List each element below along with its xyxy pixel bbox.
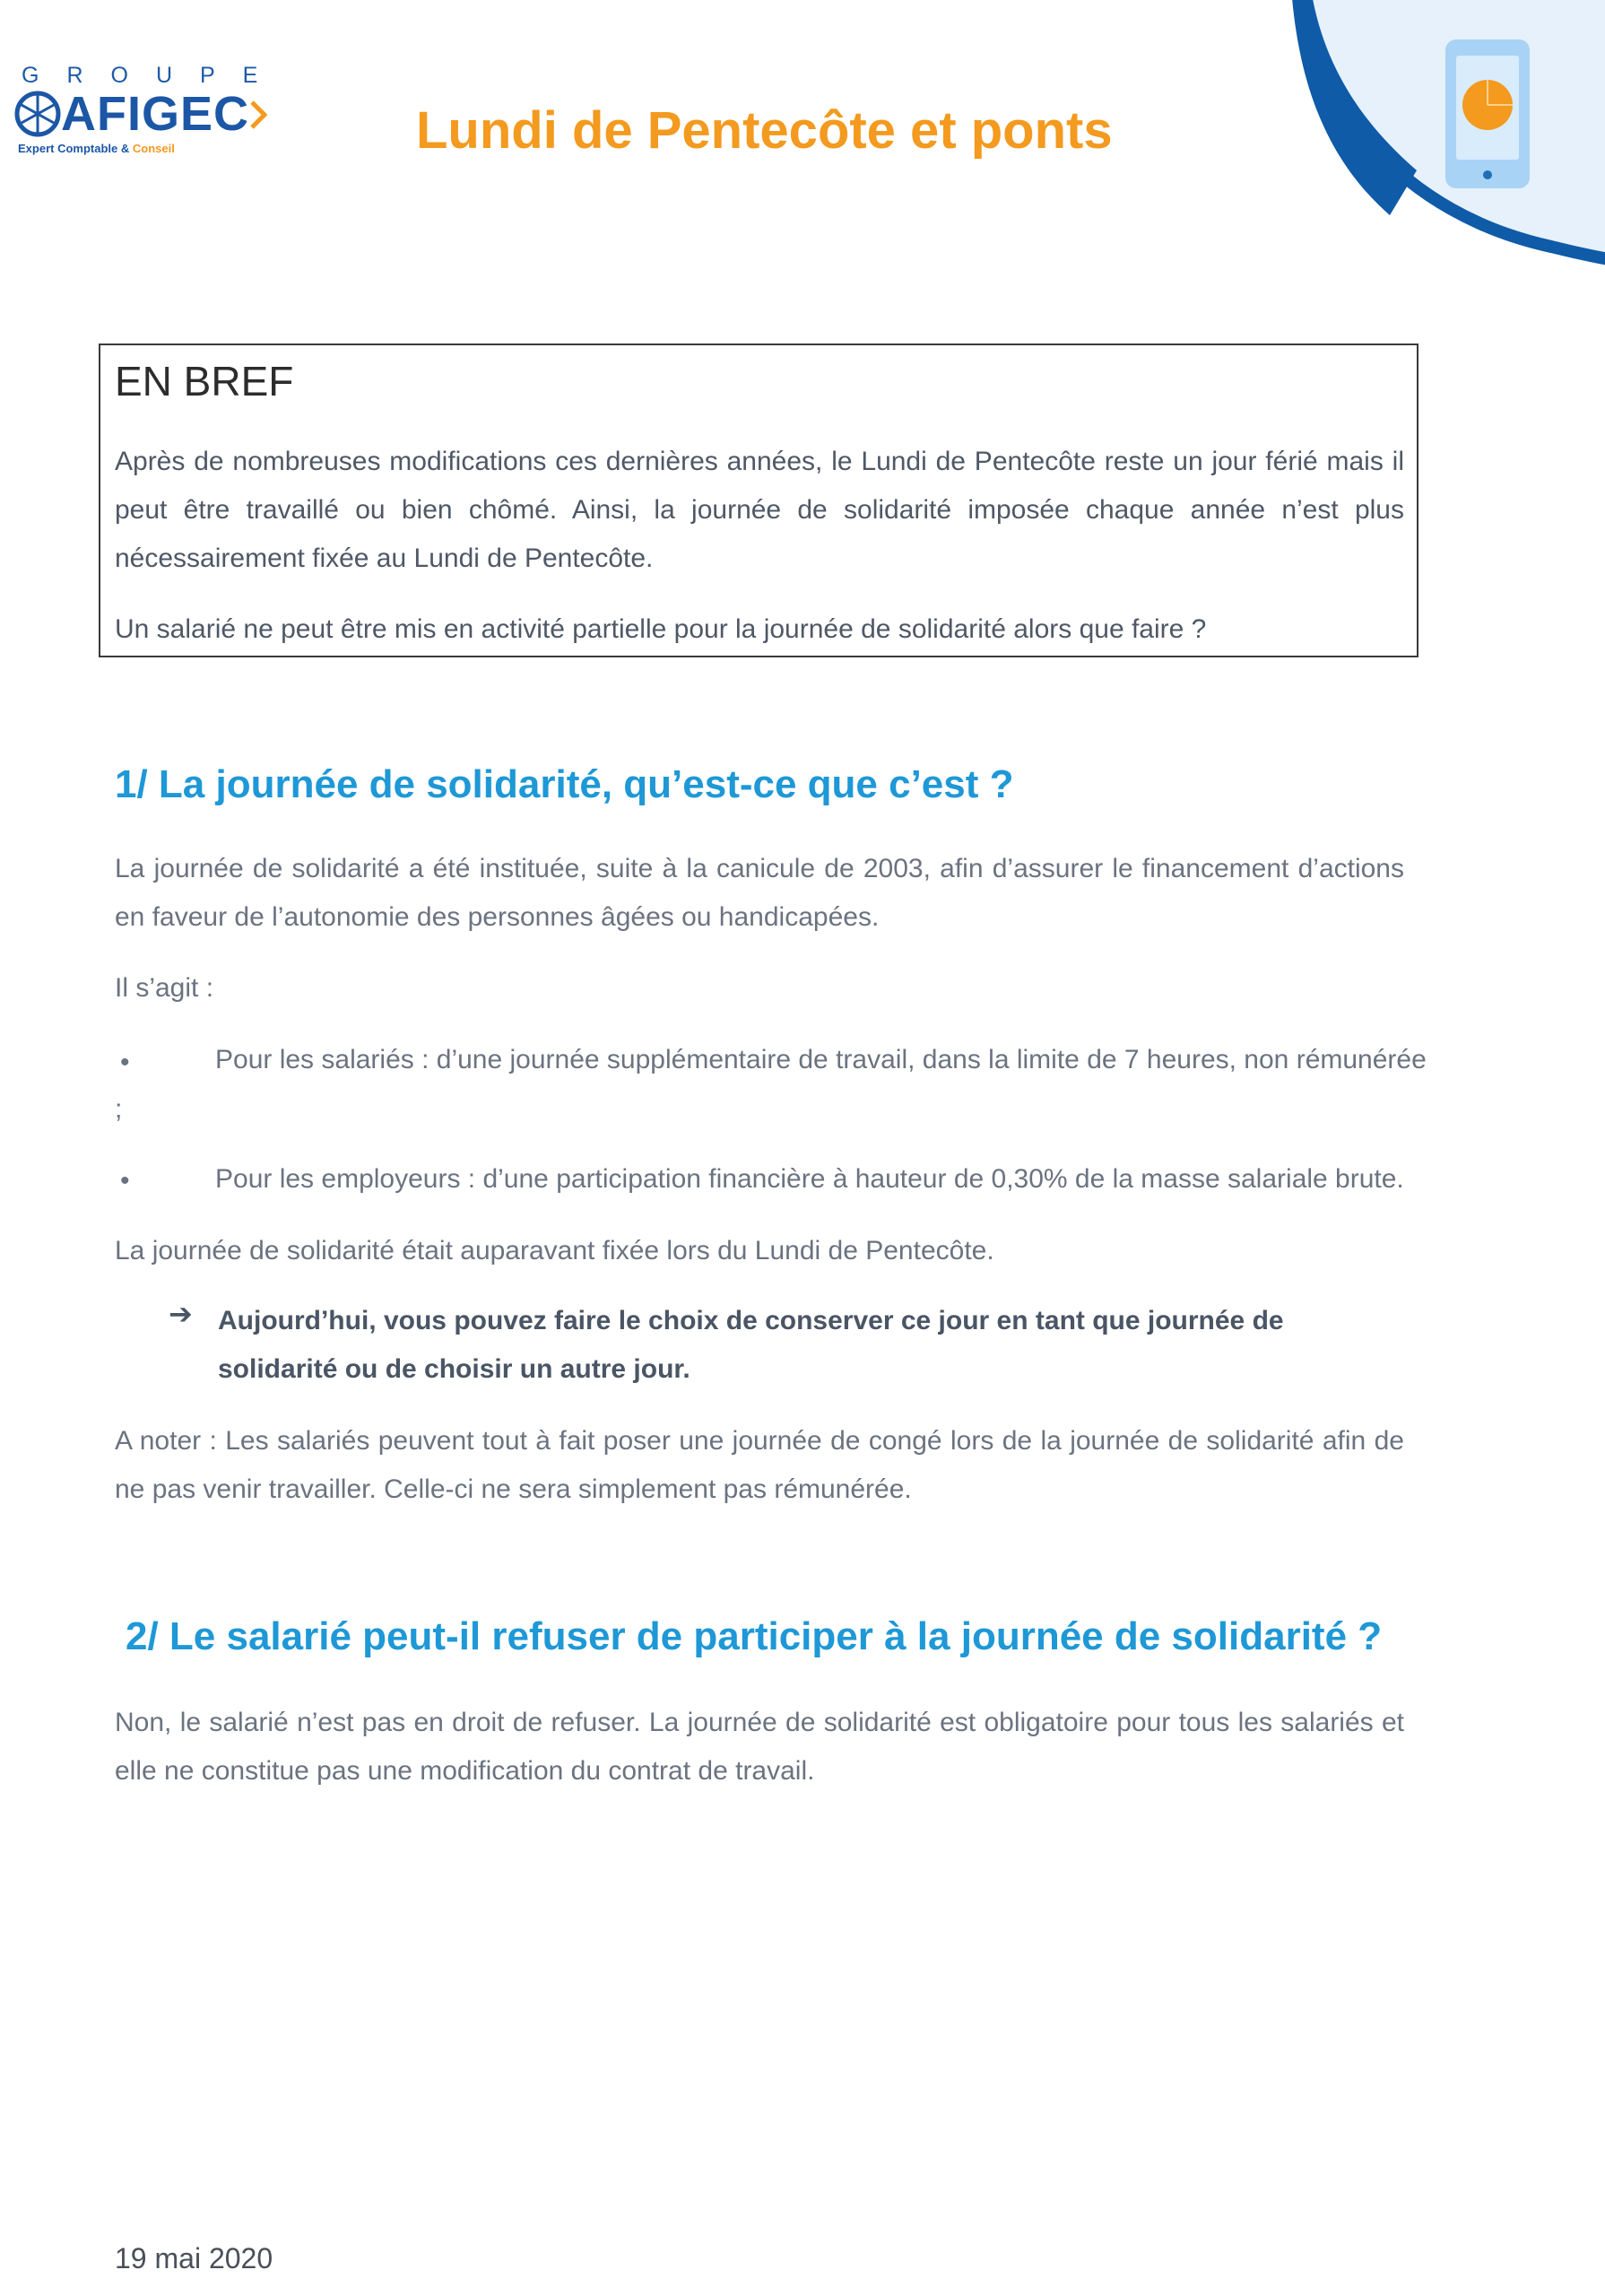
document-title: Lundi de Pentecôte et ponts: [416, 101, 1113, 160]
bullet-2-marker: •: [120, 1166, 130, 1196]
logo-chevron-icon: [249, 100, 267, 130]
logo-wordmark: [14, 86, 267, 142]
globe-icon: [14, 91, 61, 137]
bullet-1-marker: •: [120, 1048, 130, 1077]
bullet-2-text: Pour les employeurs : d’une participation financière à hauteur de 0,30% de la masse salariale brute.: [215, 1164, 1404, 1194]
logo-groupe-text: GROUPE: [22, 63, 286, 88]
section-2-paragraph-1: Non, le salarié n’est pas en droit de refuser. La journée de solidarité est obligatoire pour tous les salariés et elle ne constitue pas une modification du contrat de travail.: [115, 1708, 1404, 1786]
section-1-heading: 1/ La journée de solidarité, qu’est-ce que c’est ?: [115, 762, 1014, 806]
summary-paragraph-2: Un salarié ne peut être mis en activité partielle pour la journée de solidarité alors que faire ?: [115, 614, 1207, 644]
section-1-paragraph-3: La journée de solidarité était auparavant fixée lors du Lundi de Pentecôte.: [115, 1236, 994, 1265]
logo-tagline-main: Expert Comptable &: [18, 142, 133, 155]
phone-pie-chart-icon: [1282, 0, 1605, 341]
footer-date: 19 mai 2020: [115, 2242, 273, 2274]
summary-paragraph-1: Après de nombreuses modifications ces dernières années, le Lundi de Pentecôte reste un jour férié mais il peut être travaillé ou bien chômé. Ainsi, la journée de solidarité imposée chaque année n’est plus nécessairement fixée au Lundi de Pentecôte.: [115, 447, 1404, 573]
logo-name: AFIGEC: [61, 87, 250, 141]
arrow-right-icon: ➔: [169, 1298, 193, 1330]
bullet-1-continuation: ;: [115, 1094, 123, 1124]
logo-tagline-accent: Conseil: [132, 142, 175, 155]
summary-title: EN BREF: [115, 358, 294, 404]
logo-tagline: [18, 142, 175, 155]
section-2-heading: 2/ Le salarié peut-il refuser de participer à la journée de solidarité ?: [126, 1614, 1383, 1658]
company-logo: [14, 63, 292, 161]
bullet-1-text: Pour les salariés : d’une journée supplémentaire de travail, dans la limite de 7 heures, non rémunérée: [215, 1045, 1427, 1074]
section-1-paragraph-2: Il s’agit :: [115, 973, 214, 1003]
section-1-paragraph-1: La journée de solidarité a été instituée, suite à la canicule de 2003, afin d’assurer le financement d’actions en faveur de l’autonomie des personnes âgées ou handicapées.: [115, 854, 1404, 932]
section-1-note: A noter : Les salariés peuvent tout à fait poser une journée de congé lors de la journée de solidarité afin de ne pas venir travailler. Celle-ci ne sera simplement pas rémunérée.: [115, 1426, 1404, 1504]
section-1-highlight: Aujourd’hui, vous pouvez faire le choix de conserver ce jour en tant que journée de solidarité ou de choisir un autre jour.: [218, 1306, 1284, 1384]
